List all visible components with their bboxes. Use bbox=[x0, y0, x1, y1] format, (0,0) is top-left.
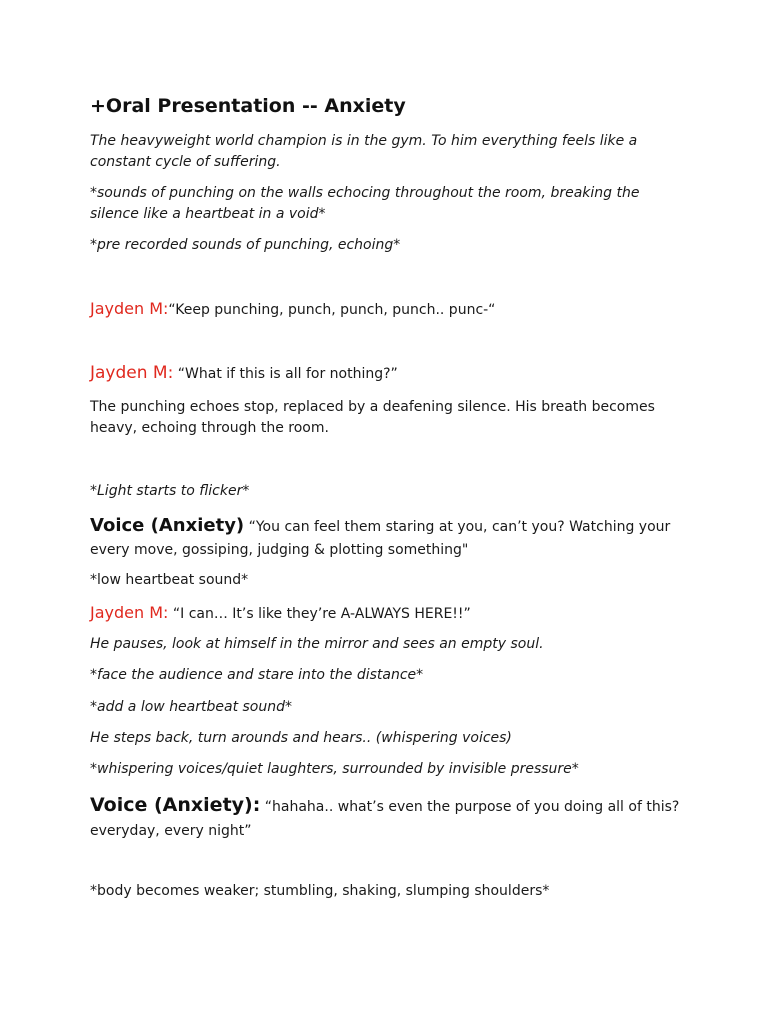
dialogue-text: “What if this is all for nothing?” bbox=[173, 366, 398, 382]
voice-text: “You can feel them staring at you, can’t you? Watching your every move, gossiping, judging & plotting something" bbox=[90, 519, 671, 558]
narration-pauses: He pauses, look at himself in the mirror and sees an empty soul. bbox=[90, 636, 544, 652]
page-title: +Oral Presentation -- Anxiety bbox=[90, 95, 406, 117]
narration-steps-back: He steps back, turn arounds and hears.. (whispering voices) bbox=[90, 730, 512, 746]
stage-direction-light-flicker: *Light starts to flicker* bbox=[90, 483, 250, 499]
speaker-label: Jayden M: bbox=[90, 603, 169, 622]
voice-speaker-label: Voice (Anxiety): bbox=[90, 794, 261, 816]
stage-direction-add-heartbeat: *add a low heartbeat sound* bbox=[90, 699, 293, 715]
dialogue-text: “I can… It’s like they’re A-ALWAYS HERE!!” bbox=[168, 606, 471, 622]
voice-speaker-label: Voice (Anxiety) bbox=[90, 515, 245, 536]
voice-line-1 bbox=[90, 514, 690, 562]
stage-direction-face-audience: *face the audience and stare into the distance* bbox=[90, 667, 424, 683]
voice-text: “hahaha.. what’s even the purpose of you doing all of this? everyday, every night” bbox=[90, 799, 680, 839]
speaker-label: Jayden M: bbox=[90, 299, 169, 318]
intro-paragraph: The heavyweight world champion is in the gym. To him everything feels like a constant cycle of suffering. bbox=[90, 133, 638, 170]
stage-direction-body-weaker: *body becomes weaker; stumbling, shaking, slumping shoulders* bbox=[90, 883, 550, 899]
dialogue-text: “Keep punching, punch, punch, punch.. punc-“ bbox=[168, 302, 496, 318]
narration-echoes-stop: The punching echoes stop, replaced by a deafening silence. His breath becomes heavy, echoing through the room. bbox=[90, 399, 655, 436]
speaker-label: Jayden M: bbox=[90, 363, 174, 383]
voice-line-2 bbox=[90, 793, 690, 843]
dialogue-line-1 bbox=[90, 298, 690, 321]
stage-direction-low-heartbeat: *low heartbeat sound* bbox=[90, 572, 249, 588]
dialogue-line-2 bbox=[90, 363, 690, 385]
stage-direction-punching-sounds: *sounds of punching on the walls echocing throughout the room, breaking the silence like a heartbeat in a void* bbox=[90, 185, 640, 222]
dialogue-line-3 bbox=[90, 602, 690, 625]
stage-direction-prerecorded: *pre recorded sounds of punching, echoing* bbox=[90, 237, 401, 253]
stage-direction-whispering: *whispering voices/quiet laughters, surrounded by invisible pressure* bbox=[90, 761, 579, 777]
